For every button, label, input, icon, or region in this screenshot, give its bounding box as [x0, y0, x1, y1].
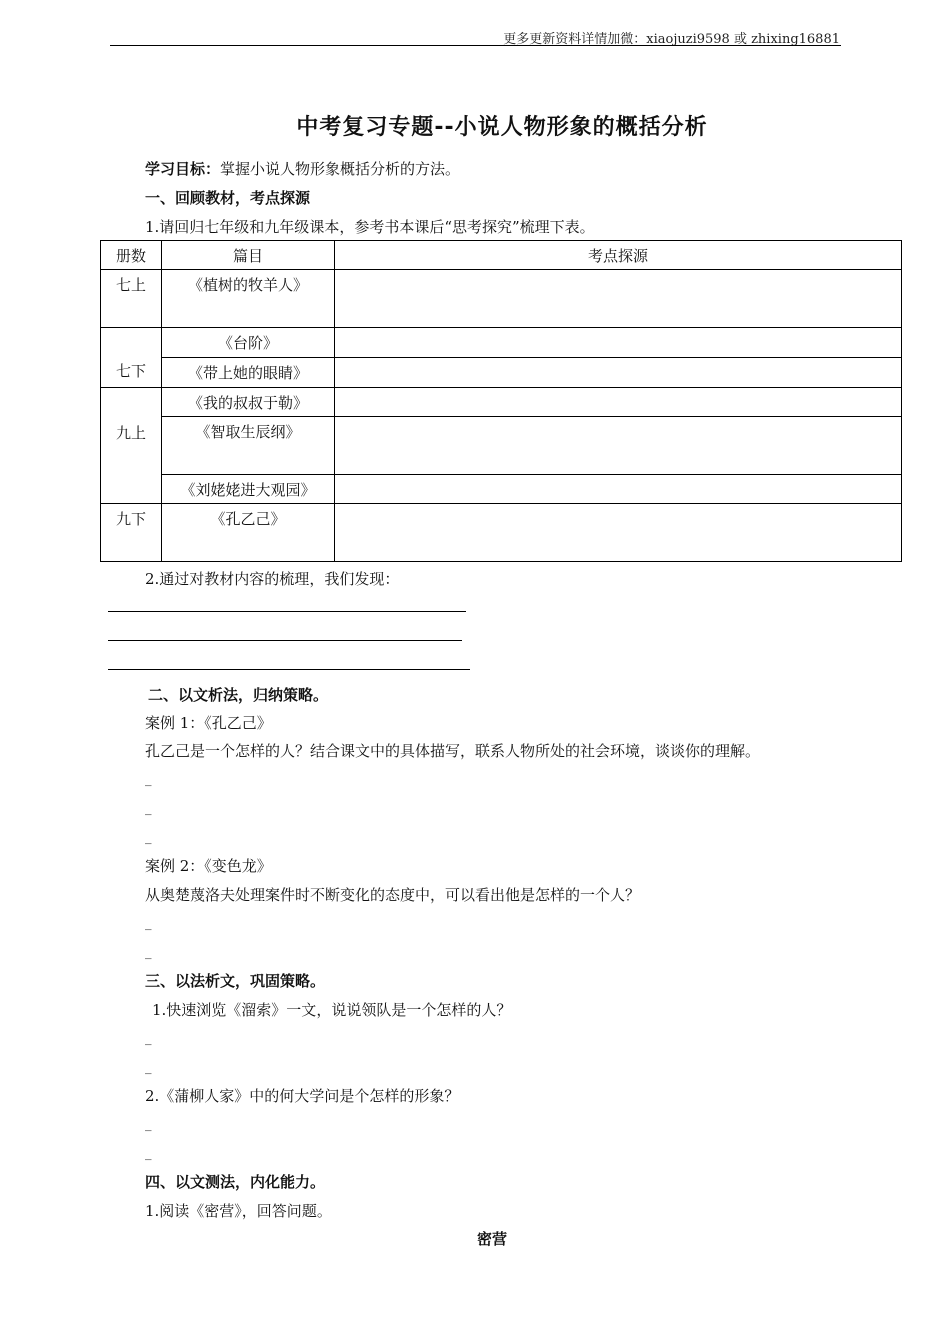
- answer-cell[interactable]: [335, 417, 902, 475]
- table-row: [101, 328, 902, 358]
- blank-mark[interactable]: _: [145, 1060, 152, 1075]
- section4-q1: 1.阅读《密营》，回答问题。: [145, 1202, 332, 1220]
- objective-label: 学习目标：: [145, 160, 221, 178]
- blank-mark[interactable]: _: [145, 1031, 152, 1046]
- table-row: [101, 417, 902, 475]
- objective-text: 掌握小说人物形象概括分析的方法。: [220, 160, 461, 178]
- answer-line[interactable]: [108, 611, 466, 612]
- title-cell: 《我的叔叔于勒》: [187, 393, 308, 412]
- grade-cell: 九上: [115, 424, 146, 442]
- table-row: [101, 504, 902, 562]
- title-cell: 《刘姥姥进大观园》: [180, 480, 316, 499]
- section3-q2: 2.《蒲柳人家》中的何大学问是个怎样的形象？: [145, 1087, 460, 1105]
- table-row: [101, 388, 902, 417]
- blank-mark[interactable]: _: [145, 916, 152, 931]
- answer-cell[interactable]: [335, 475, 902, 504]
- blank-mark[interactable]: _: [145, 1117, 152, 1132]
- textbook-table: [100, 240, 902, 562]
- case2-question: 从奥楚蔑洛夫处理案件时不断变化的态度中，可以看出他是怎样的一个人？: [145, 886, 641, 904]
- title-cell: 《孔乙己》: [210, 510, 286, 528]
- case2-label: 案例 2：《变色龙》: [145, 857, 272, 875]
- table-row: [101, 475, 902, 504]
- header-source: 考点探源: [587, 247, 648, 265]
- title-cell: 《台阶》: [217, 334, 278, 352]
- title-cell: 《植树的牧羊人》: [187, 276, 308, 294]
- header-grade: 册数: [115, 247, 146, 265]
- section3-heading: 三、以法析文，巩固策略。: [145, 972, 326, 990]
- table-row: [101, 358, 902, 388]
- case1-label: 案例 1：《孔乙己》: [145, 714, 272, 732]
- case1-question: 孔乙己是一个怎样的人？结合课文中的具体描写，联系人物所处的社会环境，谈谈你的理解。: [145, 742, 761, 760]
- answer-line[interactable]: [108, 669, 470, 670]
- blank-mark[interactable]: _: [145, 830, 152, 845]
- answer-line[interactable]: [108, 640, 462, 641]
- passage-title: 密营: [476, 1230, 507, 1248]
- page-title: 中考复习专题--小说人物形象的概括分析: [296, 115, 708, 140]
- grade-cell: 七下: [115, 362, 146, 380]
- title-cell: 《带上她的眼睛》: [187, 364, 308, 382]
- section2-heading: 二、以文析法，归纳策略。: [148, 686, 329, 704]
- header-title: 篇目: [232, 247, 263, 265]
- table-row: [101, 270, 902, 328]
- grade-cell: 九下: [115, 510, 146, 528]
- answer-cell[interactable]: [335, 388, 902, 417]
- section1-q1: 1.请回归七年级和九年级课本，参考书本课后“思考探究”梳理下表。: [145, 218, 595, 236]
- header-note: 更多更新资料详情加微：xiaojuzi9598 或 zhixing16881: [503, 32, 840, 47]
- answer-cell[interactable]: [335, 358, 902, 388]
- blank-mark[interactable]: _: [145, 1146, 152, 1161]
- table-header-row: [101, 241, 902, 270]
- blank-mark[interactable]: _: [145, 772, 152, 787]
- section1-q2: 2.通过对教材内容的梳理，我们发现：: [145, 570, 400, 588]
- grade-cell: 七上: [115, 276, 146, 294]
- section3-q1: 1.快速浏览《溜索》一文，说说领队是一个怎样的人？: [152, 1001, 512, 1019]
- blank-mark[interactable]: _: [145, 945, 152, 960]
- answer-cell[interactable]: [335, 270, 902, 328]
- learning-objective: [145, 158, 460, 179]
- header-divider: [110, 45, 841, 46]
- section4-heading: 四、以文测法，内化能力。: [145, 1173, 326, 1191]
- section1-heading: 一、回顾教材，考点探源: [145, 189, 311, 207]
- answer-cell[interactable]: [335, 504, 902, 562]
- title-cell: 《智取生辰纲》: [195, 423, 301, 441]
- blank-mark[interactable]: _: [145, 801, 152, 816]
- answer-cell[interactable]: [335, 328, 902, 358]
